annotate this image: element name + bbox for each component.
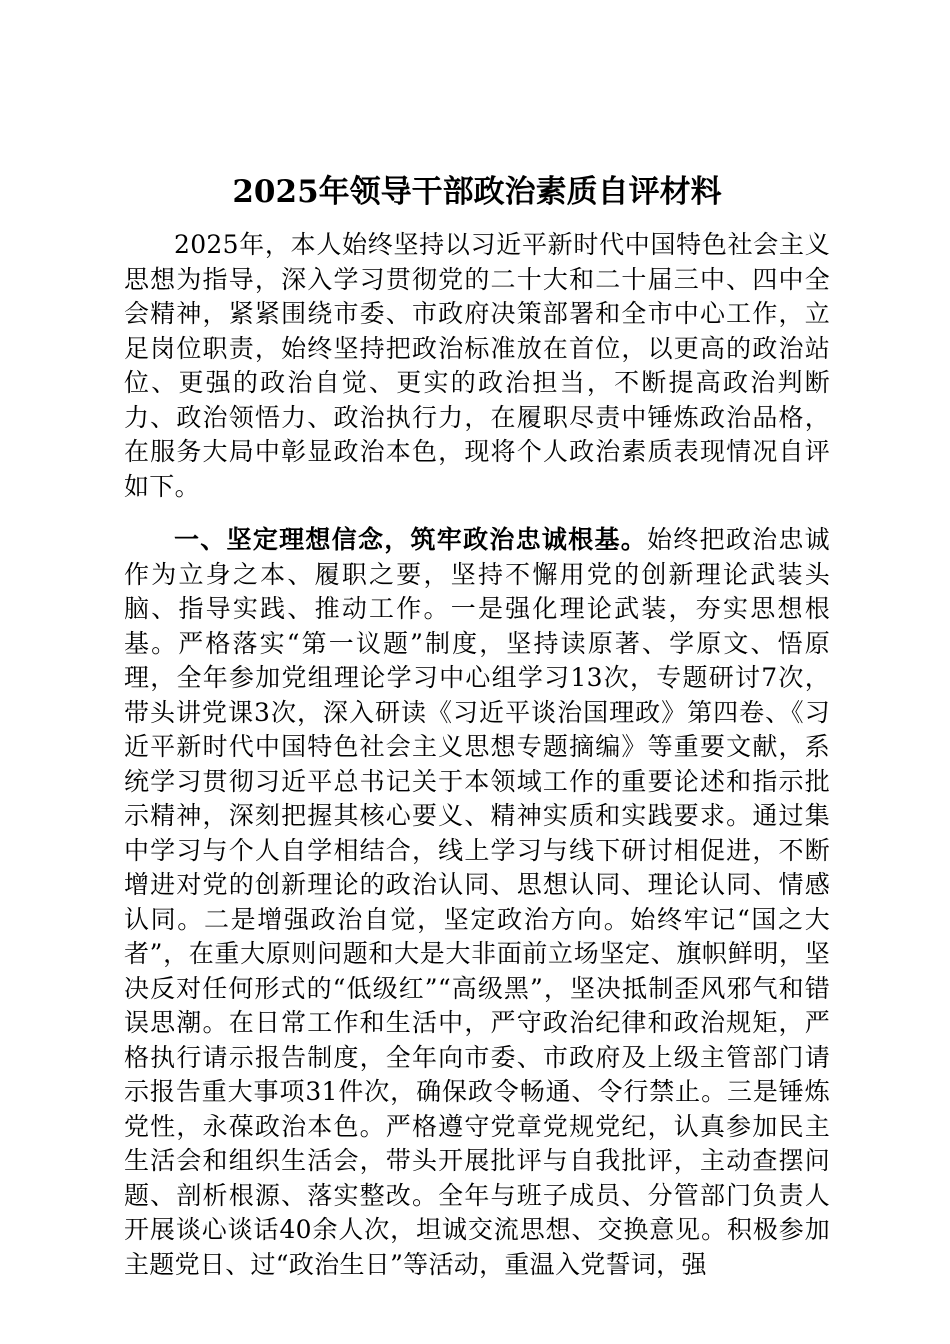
intro-paragraph: 2025年，本人始终坚持以习近平新时代中国特色社会主义思想为指导，深入学习贯彻党的二十大和二十届三中、四中全会精神，紧紧围绕市委、市政府决策部署和全市中心工作，立足岗位职责，始终坚持把政治标准放在首位，以更高的政治站位、更强的政治自觉、更实的政治担当，不断提高政治判断力、政治领悟力、政治执行力，在履职尽责中锤炼政治品格，在服务大局中彰显政治本色，现将个人政治素质表现情况自评如下。 — [124, 230, 830, 501]
section-1-heading: 一、坚定理想信念，筑牢政治忠诚根基。 — [174, 525, 648, 554]
document-title: 2025年领导干部政治素质自评材料 — [232, 174, 722, 210]
section-1-paragraph — [124, 523, 830, 1282]
section-1-body: 始终把政治忠诚作为立身之本、履职之要，坚持不懈用党的创新理论武装头脑、指导实践、推动工作。一是强化理论武装，夯实思想根基。严格落实“第一议题”制度，坚持读原著、学原文、悟原理，全年参加党组理论学习中心组学习13次，专题研讨7次，带头讲党课3次，深入研读《习近平谈治国理政》第四卷、《习近平新时代中国特色社会主义思想专题摘编》等重要文献，系统学习贯彻习近平总书记关于本领域工作的重要论述和指示批示精神，深刻把握其核心要义、精神实质和实践要求。通过集中学习与个人自学相结合，线上学习与线下研讨相促进，不断增进对党的创新理论的政治认同、思想认同、理论认同、情感认同。二是增强政治自觉，坚定政治方向。始终牢记“国之大者”，在重大原则问题和大是大非面前立场坚定、旗帜鲜明，坚决反对任何形式的“低级红”“高级黑”，坚决抵制歪风邪气和错误思潮。在日常工作和生活中，严守政治纪律和政治规矩，严格执行请示报告制度，全年向市委、市政府及上级主管部门请示报告重大事项31件次，确保政令畅通、令行禁止。三是锤炼党性，永葆政治本色。严格遵守党章党规党纪，认真参加民主生活会和组织生活会，带头开展批评与自我批评，主动查摆问题、剖析根源、落实整改。全年与班子成员、分管部门负责人开展谈心谈话40余人次，坦诚交流思想、交换意见。积极参加主题党日、过“政治生日”等活动，重温入党誓词，强 — [124, 525, 830, 1279]
document-page — [124, 168, 830, 1282]
